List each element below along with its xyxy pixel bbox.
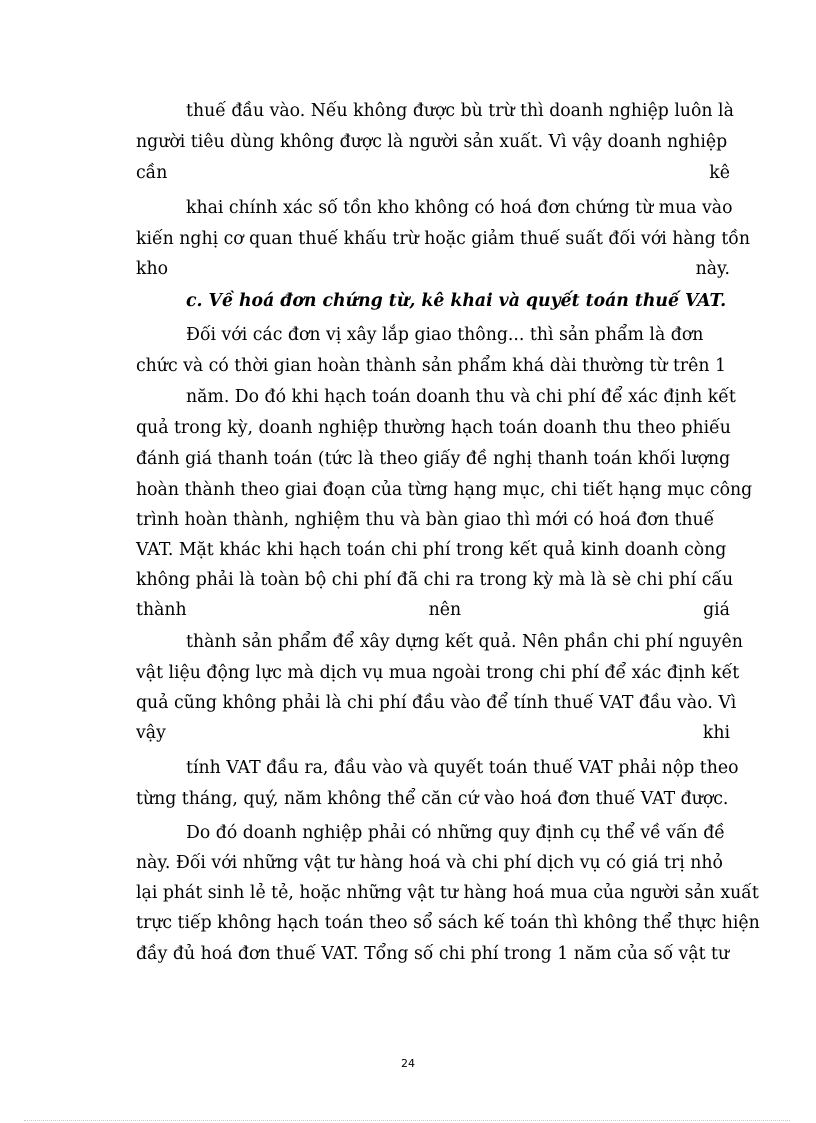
- text-line: trực tiếp không hạch toán theo sổ sách kế toán thì không thể thực hiện: [136, 913, 760, 933]
- word: kê: [709, 163, 730, 183]
- text-line: từng tháng, quý, năm không thể căn cứ vào hoá đơn thuế VAT được.: [136, 789, 729, 809]
- word: thành: [136, 600, 187, 620]
- word: khi: [702, 723, 730, 743]
- text-line: trình hoàn thành, nghiệm thu và bàn giao thì mới có hoá đơn thuế: [136, 510, 715, 530]
- text-line-spread: [136, 722, 730, 746]
- text-line: này. Đối với những vật tư hàng hoá và chi phí dịch vụ có giá trị nhỏ: [136, 853, 723, 873]
- text-line: thành sản phẩm để xây dựng kết quả. Nên phần chi phí nguyên: [186, 632, 743, 652]
- word: giá: [703, 600, 730, 620]
- text-line: kiến nghị cơ quan thuế khấu trừ hoặc giảm thuế suất đối với hàng tồn: [136, 229, 751, 249]
- text-line: Đối với các đơn vị xây lắp giao thông... thì sản phẩm là đơn: [186, 325, 704, 345]
- word: cần: [136, 163, 168, 183]
- text-line: Do đó doanh nghiệp phải có những quy định cụ thể về vấn đề: [186, 823, 725, 843]
- text-line: đánh giá thanh toán (tức là theo giấy đề nghị thanh toán khối lượng: [136, 449, 731, 469]
- footer-divider: [24, 1120, 790, 1121]
- text-line: năm. Do đó khi hạch toán doanh thu và chi phí để xác định kết: [186, 387, 736, 407]
- word: nên: [428, 600, 462, 620]
- text-line-spread: [136, 258, 730, 282]
- word: này.: [695, 259, 730, 279]
- text-line: không phải là toàn bộ chi phí đã chi ra trong kỳ mà là sè chi phí cấu: [136, 570, 734, 590]
- text-line: thuế đầu vào. Nếu không được bù trừ thì doanh nghiệp luôn là: [186, 101, 734, 121]
- text-line-spread: [136, 599, 730, 623]
- text-line: người tiêu dùng không được là người sản xuất. Vì vậy doanh nghiệp: [136, 132, 728, 152]
- text-line: quả trong kỳ, doanh nghiệp thường hạch toán doanh thu theo phiếu: [136, 418, 731, 438]
- word: vậy: [136, 723, 166, 743]
- text-line: VAT. Mặt khác khi hạch toán chi phí trong kết quả kinh doanh còng: [136, 540, 727, 560]
- text-line: chức và có thời gian hoàn thành sản phẩm khá dài thường từ trên 1: [136, 356, 727, 376]
- text-line-spread: [136, 162, 730, 186]
- text-line: tính VAT đầu ra, đầu vào và quyết toán thuế VAT phải nộp theo: [186, 758, 739, 778]
- page-number: 24: [401, 1057, 415, 1070]
- text-line: đầy đủ hoá đơn thuế VAT. Tổng số chi phí trong 1 năm của số vật tư: [136, 944, 730, 964]
- text-line: khai chính xác số tồn kho không có hoá đơn chứng từ mua vào: [186, 198, 733, 218]
- word: kho: [136, 259, 169, 279]
- section-heading: c. Về hoá đơn chứng từ, kê khai và quyết toán thuế VAT.: [186, 291, 727, 311]
- text-line: quả cũng không phải là chi phí đầu vào để tính thuế VAT đầu vào. Vì: [136, 693, 737, 713]
- text-line: vật liệu động lực mà dịch vụ mua ngoài trong chi phí để xác định kết: [136, 663, 740, 683]
- text-line: lại phát sinh lẻ tẻ, hoặc những vật tư hàng hoá mua của người sản xuất: [136, 883, 759, 903]
- text-line: hoàn thành theo giai đoạn của từng hạng mục, chi tiết hạng mục công: [136, 480, 753, 500]
